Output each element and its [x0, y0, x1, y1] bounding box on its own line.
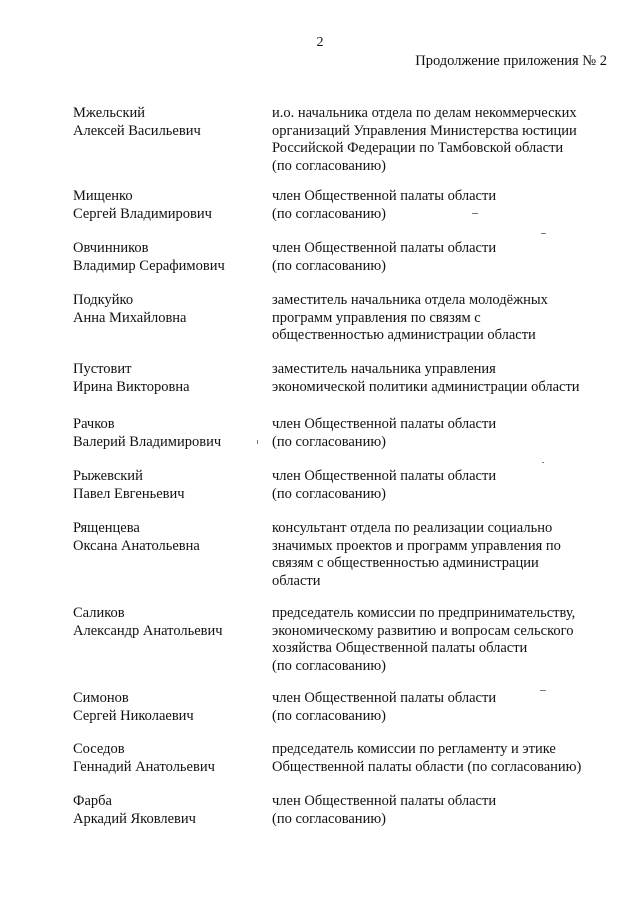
person-surname: Рыжевский	[73, 468, 143, 484]
person-name	[73, 741, 263, 776]
person-given-name: Павел Евгеньевич	[73, 485, 185, 502]
person-surname: Саликов	[73, 605, 125, 621]
person-role: член Общественной палаты области (по согласованию)	[272, 188, 497, 222]
person-given-name: Анна Михайловна	[73, 309, 187, 326]
person-name	[73, 793, 263, 828]
person-given-name: Сергей Николаевич	[73, 707, 194, 724]
person-surname: Симонов	[73, 690, 129, 706]
person-role: член Общественной палаты области (по согласованию)	[272, 240, 497, 274]
person-name	[73, 690, 263, 725]
person-list	[73, 0, 613, 905]
person-surname: Мжельский	[73, 105, 146, 121]
person-name	[73, 468, 263, 503]
person-name	[73, 240, 263, 275]
person-given-name: Ирина Викторовна	[73, 378, 190, 395]
person-role: член Общественной палаты области (по согласованию)	[272, 468, 497, 502]
page-number: 2	[316, 35, 324, 50]
scan-speck	[541, 233, 546, 234]
person-surname: Рященцева	[73, 520, 140, 536]
person-role: и.о. начальника отдела по делам некоммерческих организаций Управления Министерства юстиции Российской Федерации по Тамбовской области (по согласованию)	[272, 105, 577, 174]
person-name	[73, 188, 263, 223]
scan-speck	[540, 690, 546, 691]
person-name	[73, 361, 263, 396]
scan-speck	[257, 440, 258, 444]
person-given-name: Сергей Владимирович	[73, 205, 212, 222]
scan-speck	[472, 213, 478, 214]
person-surname: Фарба	[73, 793, 112, 809]
person-role: член Общественной палаты области (по согласованию)	[272, 416, 497, 450]
scan-speck	[542, 462, 544, 463]
person-given-name: Аркадий Яковлевич	[73, 810, 196, 827]
person-role: член Общественной палаты области (по согласованию)	[272, 690, 497, 724]
person-surname: Мищенко	[73, 188, 133, 204]
person-given-name: Геннадий Анатольевич	[73, 758, 215, 775]
person-role: заместитель начальника отдела молодёжных программ управления по связям с общественностью администрации области	[272, 292, 548, 343]
person-surname: Пустовит	[73, 361, 132, 377]
person-name	[73, 105, 263, 140]
person-role: председатель комиссии по регламенту и этике Общественной палаты области (по согласованию)	[272, 741, 582, 775]
person-given-name: Валерий Владимирович	[73, 433, 222, 450]
person-name	[73, 292, 263, 327]
person-name	[73, 416, 263, 451]
person-given-name: Александр Анатольевич	[73, 622, 223, 639]
person-name	[73, 605, 263, 640]
person-surname: Рачков	[73, 416, 115, 432]
person-surname: Подкуйко	[73, 292, 134, 308]
continuation-header: Продолжение приложения № 2	[415, 53, 607, 69]
person-role: член Общественной палаты области (по согласованию)	[272, 793, 497, 827]
person-surname: Соседов	[73, 741, 125, 757]
person-given-name: Оксана Анатольевна	[73, 537, 200, 554]
person-role: председатель комиссии по предпринимательству, экономическому развитию и вопросам сельского хозяйства Общественной палаты области (по согласованию)	[272, 605, 576, 674]
person-role: заместитель начальника управления экономической политики администрации области	[272, 361, 580, 395]
person-given-name: Алексей Васильевич	[73, 122, 201, 139]
person-name	[73, 520, 263, 555]
person-role: консультант отдела по реализации социально значимых проектов и программ управления по связям с общественностью администрации области	[272, 520, 561, 589]
person-surname: Овчинников	[73, 240, 149, 256]
person-given-name: Владимир Серафимович	[73, 257, 225, 274]
